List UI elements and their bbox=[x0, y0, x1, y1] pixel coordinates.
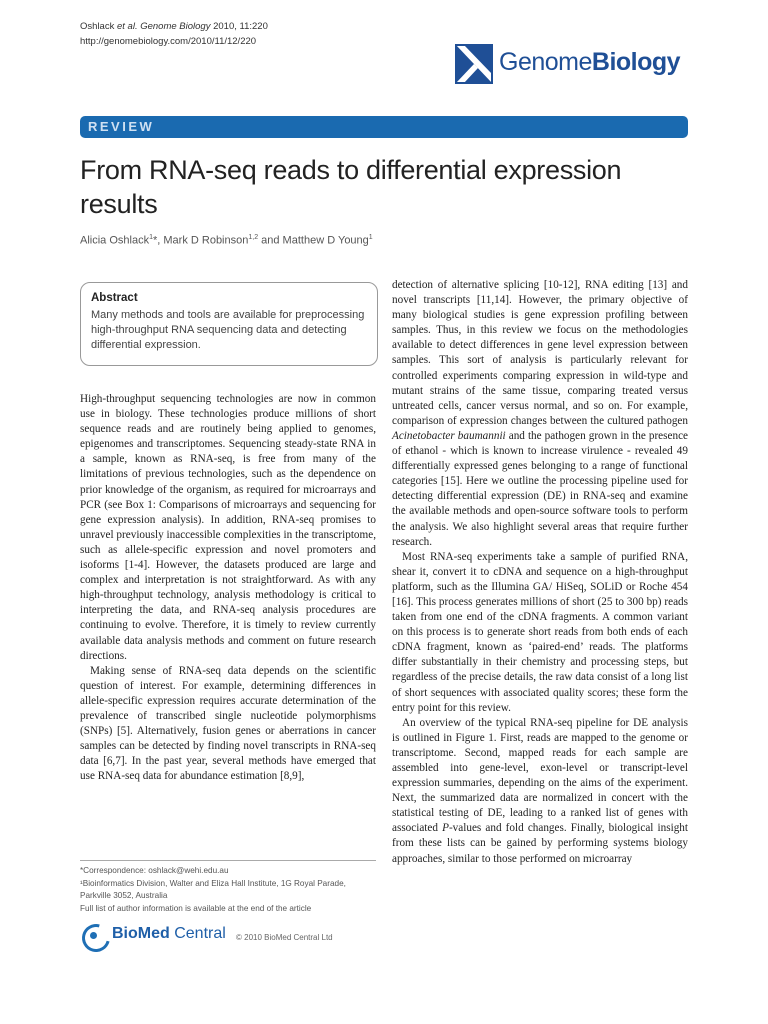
section-label-bar bbox=[80, 116, 688, 138]
logo-word-genome: Genome bbox=[499, 48, 592, 76]
body-paragraph bbox=[392, 278, 688, 550]
body-column-left bbox=[80, 392, 376, 784]
publisher-name-bold: BioMed bbox=[112, 925, 170, 942]
author-3-affiliation: 1 bbox=[368, 234, 373, 241]
publisher-name bbox=[112, 925, 226, 943]
body-paragraph: Making sense of RNA-seq data depends on the scientific question of interest. For example, determining differences in allele-specific expression requires accurate determination of the prevalence of transcribed single nucleotide polymorphisms (SNPs) [5]. Alternatively, fusion genes or aberrations in cancer samples can be detected by finding novel transcripts in RNA-seq data [6,7]. In the past year, several methods have emerged that use RNA-seq data for abundance estimation [8,9], bbox=[80, 664, 376, 783]
body-text: An overview of the typical RNA-seq pipeline for DE analysis is outlined in Figure 1. First, reads are mapped to the genome or transcriptome. Second, mapped reads for each sample are assembled into gene-level, exon-level or transcript-level expression summaries, depending on the aims of the experiment. Next, the summarized data are normalized in concert with the statistical testing of DE, leading to a ranked list of genes with associated bbox=[392, 716, 688, 835]
logo-wordmark bbox=[499, 48, 680, 77]
logo-word-biology: Biology bbox=[591, 48, 681, 76]
abstract-box bbox=[80, 282, 378, 366]
copyright-notice: © 2010 BioMed Central Ltd bbox=[236, 933, 333, 942]
body-text: and the pathogen grown in the presence of ethanol - which is known to increase virulence - revealed 49 differentially expressed genes belonging to a range of functional categories [15]. Here we outline the processing pipeline used for detecting differential expression (DE) in RNA-seq and examine the available methods and open-source software tools to perform the analysis. We also highlight several areas that require further research. bbox=[392, 429, 688, 548]
citation-journal: . Genome Biology bbox=[134, 21, 211, 32]
citation-header bbox=[80, 20, 268, 49]
body-paragraph: Most RNA-seq experiments take a sample of purified RNA, shear it, convert it to cDNA and sequence on a high-throughput platform, such as the Illumina GA/ HiSeq, SOLiD or Roche 454 [16]. This process generates millions of short (25 to 300 bp) reads taken from one end of the cDNA fragments. A common variant on this process is to generate short reads from both ends of each cDNA fragment, known as ‘paired-end’ reads. The platforms differ substantially in their chemistry and processing steps, but regardless of the precise details, the raw data consist of a long list of short sequences with associated quality scores; these form the entry point for this review. bbox=[392, 550, 688, 714]
biomed-central-logo bbox=[80, 922, 380, 952]
biomed-central-ring-icon bbox=[77, 919, 115, 957]
species-name: Acinetobacter baumannii bbox=[392, 429, 506, 442]
author-1-affiliation: 1 bbox=[149, 234, 153, 241]
body-text: -values and fold changes. Finally, biological insight from these lists can be gained by performing systems biology approaches, similar to those performed on microarray bbox=[392, 822, 688, 865]
genome-biology-logo bbox=[455, 42, 695, 90]
article-title: From RNA-seq reads to differential expression results bbox=[80, 155, 622, 219]
citation-line bbox=[80, 20, 268, 35]
author-1: Alicia Oshlack bbox=[80, 234, 150, 247]
genome-biology-logo-icon bbox=[455, 44, 493, 84]
affiliation-note: ¹Bioinformatics Division, Walter and Eliza Hall Institute, 1G Royal Parade, Parkville 3052, Australia bbox=[80, 878, 346, 900]
author-2: , Mark D Robinson bbox=[157, 234, 249, 247]
author-3: and Matthew D Young bbox=[258, 234, 369, 247]
author-2-affiliation: 1,2 bbox=[248, 234, 259, 241]
citation-etal: et al bbox=[116, 21, 135, 32]
citation-volume: 2010, 11:220 bbox=[210, 21, 268, 32]
author-list bbox=[80, 234, 373, 247]
correspondence-note: *Correspondence: oshlack@wehi.edu.au bbox=[80, 866, 229, 875]
footnotes bbox=[80, 865, 376, 915]
author-info-note: Full list of author information is available at the end of the article bbox=[80, 903, 312, 913]
body-column-right bbox=[392, 278, 688, 867]
abstract-heading: Abstract bbox=[91, 292, 138, 304]
italic-symbol: P bbox=[442, 822, 449, 835]
publisher-name-rest: Central bbox=[169, 925, 226, 942]
footnote-divider bbox=[80, 860, 376, 861]
corresponding-mark: * bbox=[152, 234, 158, 247]
body-text: detection of alternative splicing [10-12], RNA editing [13] and novel transcripts [11,14]. However, the primary objective of many biological studies is gene expression profiling between samples. Thus, in this review we focus on the methodologies available to detect differences in gene level expression between samples. This sort of analysis is particularly relevant for controlled experiments comparing expression in wild-type and mutant strains of the same tissue, comparing treated versus untreated cells, cancer versus normal, and so on. For example, comparison of expression changes between the cultured pathogen bbox=[392, 279, 688, 427]
citation-author: Oshlack bbox=[80, 21, 117, 32]
biomed-central-dot-icon bbox=[90, 932, 97, 939]
body-paragraph bbox=[392, 716, 688, 867]
body-paragraph: High-throughput sequencing technologies are now in common use in biology. These technologies produce millions of short sequence reads and are routinely being applied to genomes, epigenomes and transcriptomes. Sequencing steady-state RNA in a sample, known as RNA-seq, is free from many of the limitations of previous technologies, such as the dependence on prior knowledge of the organism, as required for microarrays and PCR (see Box 1: Comparisons of microarrays and sequencing for gene expression analysis). In addition, RNA-seq promises to unravel previously inaccessible complexities in the transcriptome, such as allele-specific expression and novel promoters and isoforms [1-4]. However, the datasets produced are large and complex and interpretation is not straightforward. As with any high-throughput technology, analysis methodology is critical to interpreting the data, and RNA-seq analysis procedures are continuing to evolve. Therefore, it is timely to review currently available data analysis methods and comment on future research directions. bbox=[80, 393, 376, 662]
article-url[interactable]: http://genomebiology.com/2010/11/12/220 bbox=[80, 35, 257, 47]
section-label: REVIEW bbox=[88, 119, 155, 134]
abstract-text: Many methods and tools are available for preprocessing high-throughput RNA sequencing data and detecting differential expression. bbox=[91, 309, 365, 351]
